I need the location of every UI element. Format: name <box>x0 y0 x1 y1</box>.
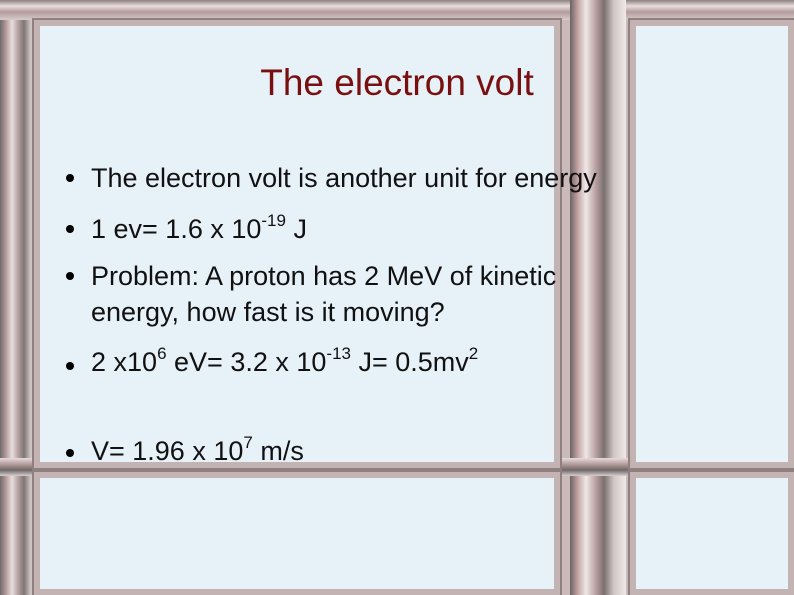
bullet-dot <box>66 174 74 182</box>
bullet-text: The electron volt is another unit for energy <box>91 163 597 193</box>
bullet-dot <box>66 225 74 233</box>
bullet-text: V= 1.96 x $10^7$ m/s <box>91 433 304 466</box>
bullet-dot <box>66 449 74 457</box>
bullet-dot <box>66 362 74 370</box>
bullet-text-line-1: Problem: A proton has 2 MeV of kinetic <box>91 261 557 291</box>
bullet-text-line-2: energy, how fast is it moving? <box>91 297 445 327</box>
bullet-dot <box>66 272 74 280</box>
bullet-text: 2 $x10^6$ eV= 3.2 x $10^{-13}$ $J= 0.5mv^2$ <box>91 344 479 377</box>
bullet-text: 1 ev= 1.6 x $10^{-19}$ J <box>91 211 307 244</box>
slide-title: The electron volt <box>260 62 534 103</box>
